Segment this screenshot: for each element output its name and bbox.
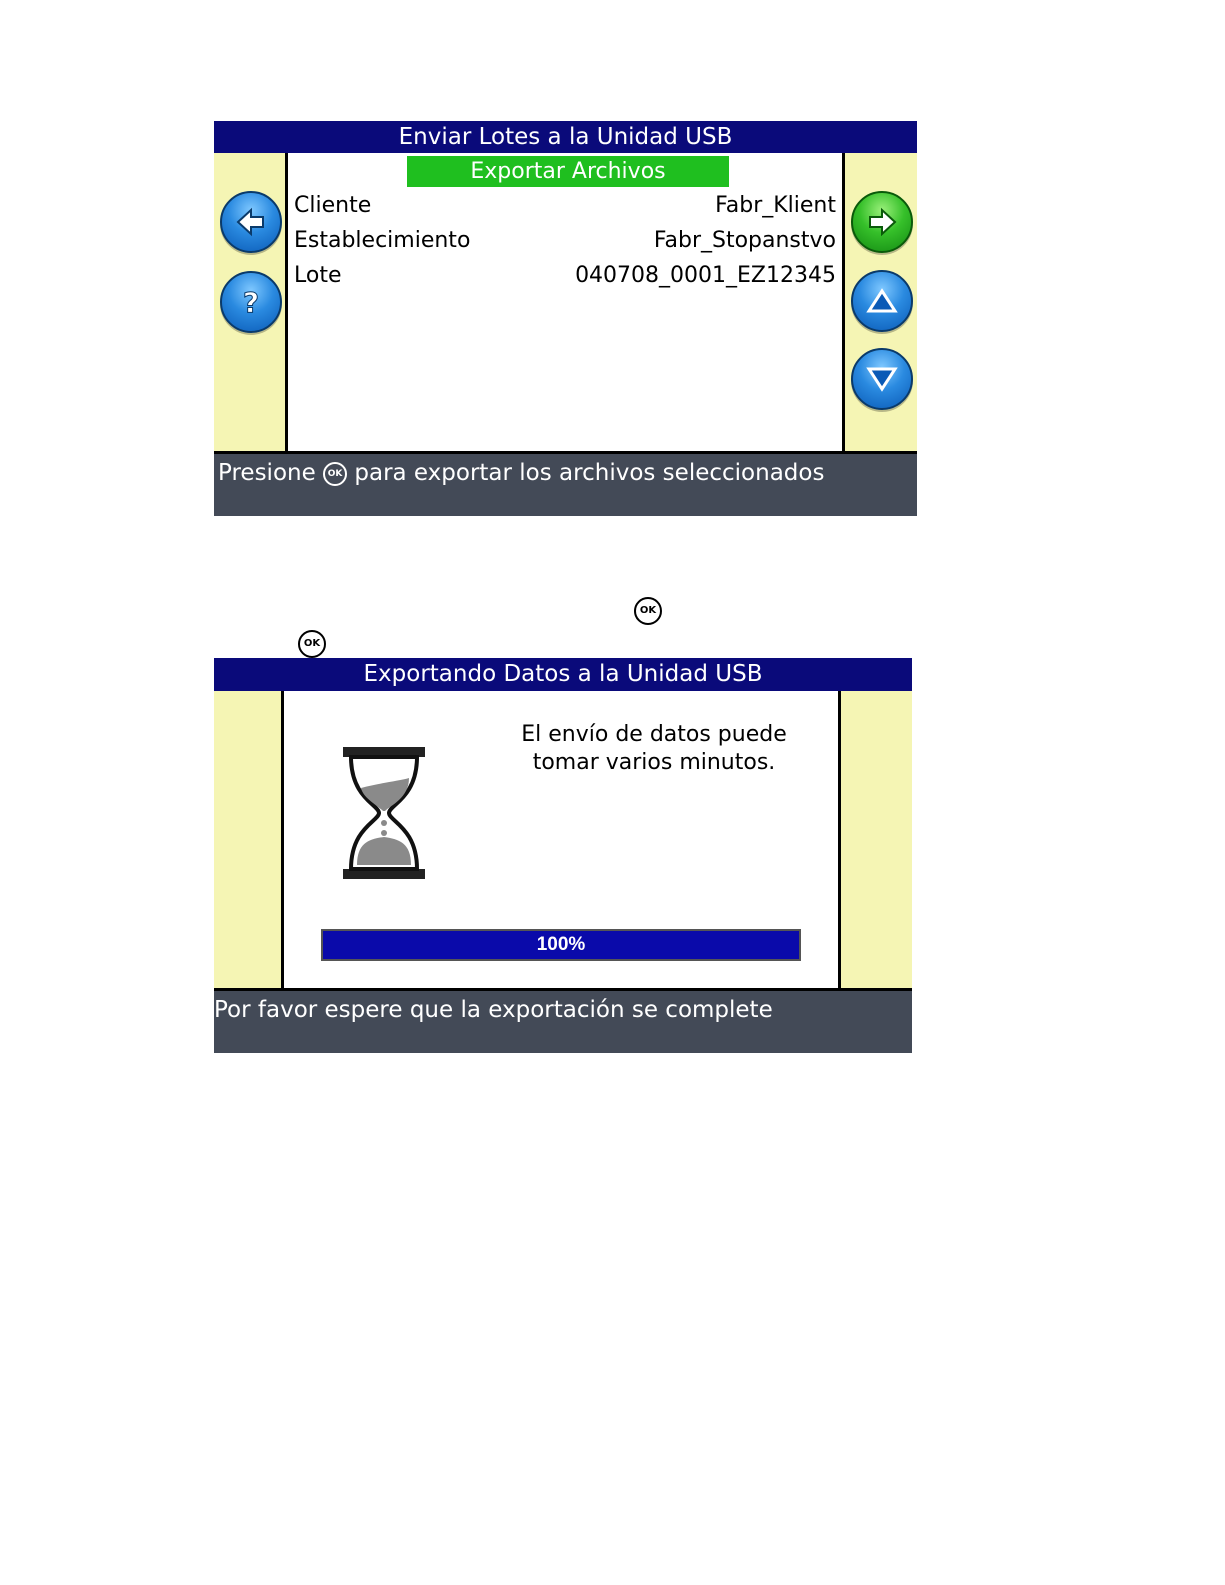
progress-bar (321, 929, 801, 961)
right-side-panel (841, 691, 912, 988)
status-bar (214, 988, 912, 1053)
export-files-header: Exportar Archivos (407, 156, 729, 187)
field-label: Lote (294, 263, 342, 288)
field-value: 040708_0001_EZ12345 (575, 263, 836, 288)
up-arrow-icon (865, 284, 899, 318)
client-label: Cliente (294, 193, 372, 218)
client-value: Fabr_Klient (715, 193, 836, 218)
left-side-panel (214, 691, 281, 988)
field-row[interactable] (294, 259, 836, 293)
exporting-data-screen (214, 658, 912, 1053)
down-arrow-icon (865, 362, 899, 396)
ok-key-icon: OK (298, 630, 326, 658)
scroll-up-button[interactable] (851, 270, 913, 332)
footer-text-before: Presione (218, 460, 316, 486)
message-line-2: tomar varios minutos. (532, 750, 776, 775)
hourglass-icon (339, 743, 429, 883)
ok-key-icon: OK (634, 597, 662, 625)
help-button[interactable] (220, 271, 282, 333)
progress-panel (281, 691, 841, 988)
footer-text-after: para exportar los archivos seleccionados (354, 460, 825, 486)
farm-label: Establecimiento (294, 228, 471, 253)
file-details-panel (285, 153, 845, 451)
left-button-panel (214, 153, 285, 451)
farm-value: Fabr_Stopanstvo (653, 228, 836, 253)
client-row[interactable] (294, 189, 836, 223)
back-button[interactable] (220, 191, 282, 253)
svg-text:?: ? (242, 286, 260, 319)
export-files-screen (214, 121, 917, 516)
scroll-down-button[interactable] (851, 348, 913, 410)
export-message (494, 721, 814, 777)
back-arrow-icon (234, 205, 268, 239)
help-icon (234, 285, 268, 319)
message-line-1: El envío de datos puede (521, 722, 787, 747)
next-arrow-icon (865, 205, 899, 239)
next-button[interactable] (851, 191, 913, 253)
footer-text: Por favor espere que la exportación se complete (214, 997, 773, 1023)
instruction-bar (214, 451, 917, 516)
farm-row[interactable] (294, 224, 836, 258)
ok-key-icon: OK (323, 462, 347, 486)
window-title: Exportando Datos a la Unidad USB (214, 658, 912, 691)
window-title: Enviar Lotes a la Unidad USB (214, 121, 917, 153)
right-button-panel (845, 153, 917, 451)
progress-label: 100% (536, 934, 586, 955)
